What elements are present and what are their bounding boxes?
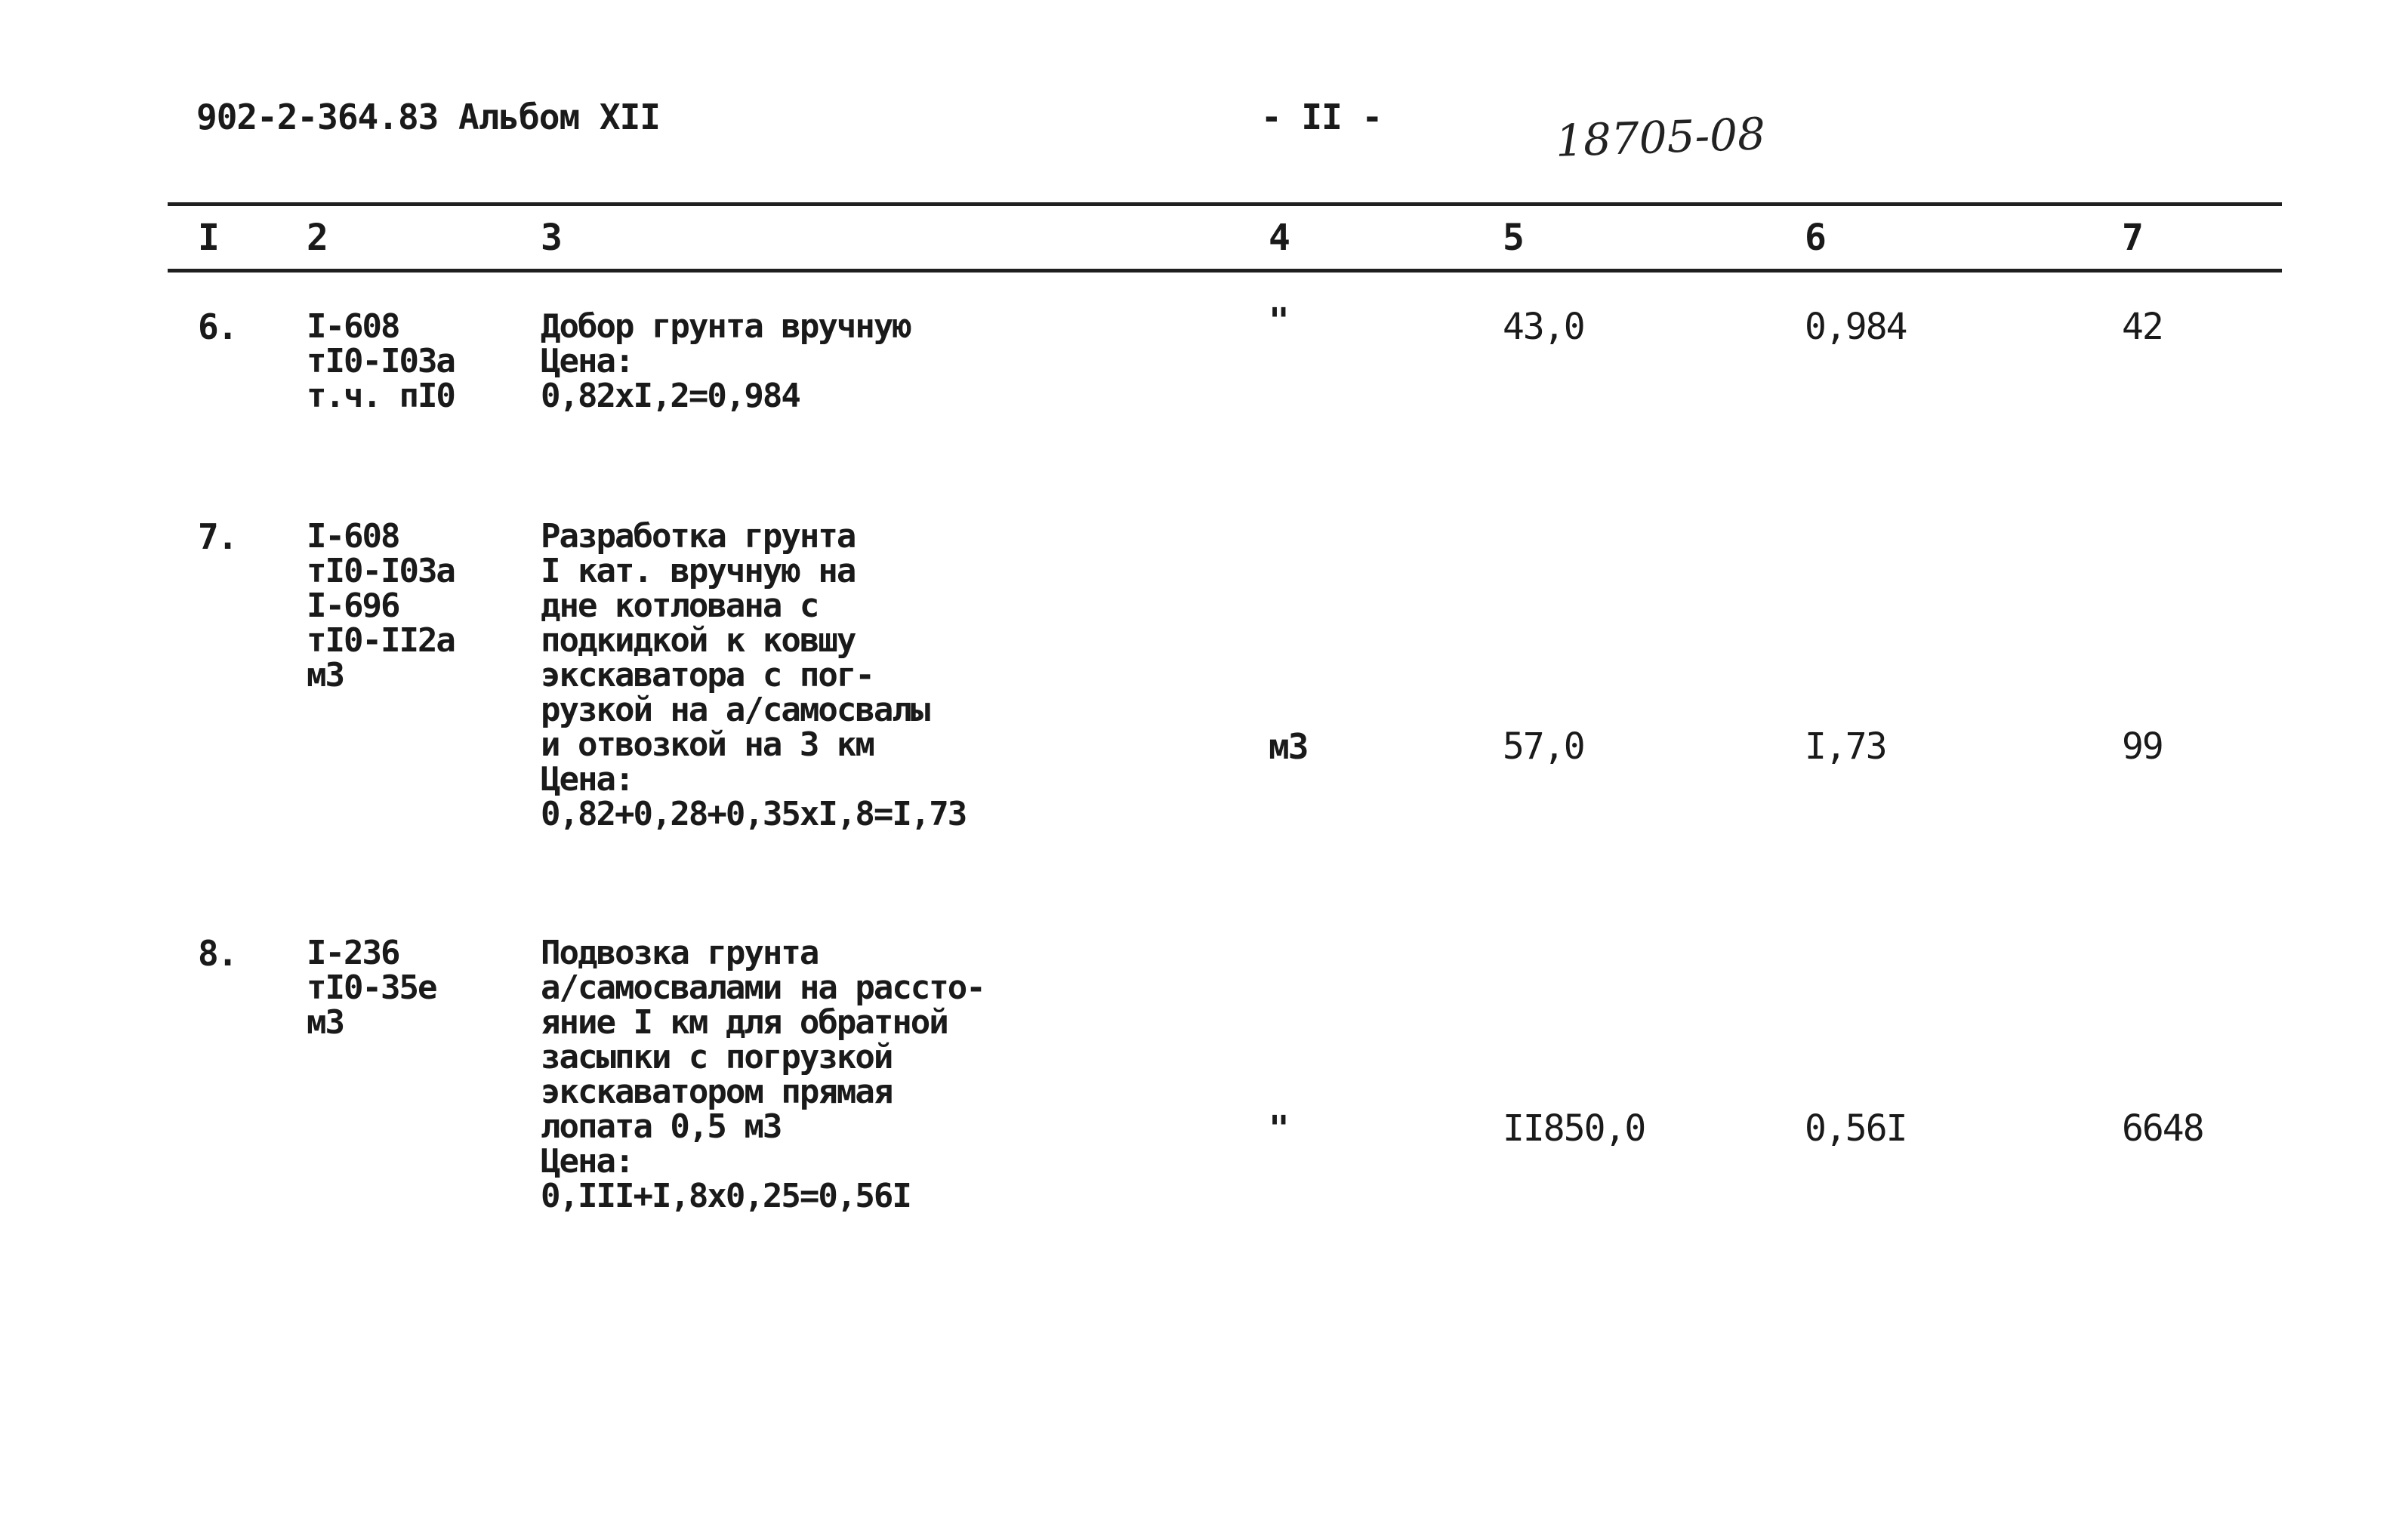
work-description: Разработка грунта I кат. вручную на дне котлована с подкидкой к ковшу экскаватора с пог- рузкой на а/самосвалы и отвозкой на 3 км Цена: 0,82+0,28+0,35хI,8=I,73 [541,517,967,833]
unit-price: 0,984 [1805,306,1907,348]
total-cost: 99 [2122,725,2163,768]
column-number-6: 6 [1805,217,1825,259]
unit-price: 0,56I [1805,1107,1907,1150]
quantity: II850,0 [1503,1107,1645,1150]
unit: " [1269,1108,1288,1149]
row-number: 6. [198,306,237,347]
work-description: Подвозка грунта а/самосвалами на рассто- яние I км для обратной засыпки с погрузкой экскаватором прямая лопата 0,5 м3 Цена: 0,III+I,8х0,25=0,56I [541,934,985,1215]
column-number-7: 7 [2122,217,2142,259]
work-description: Добор грунта вручную Цена: 0,82хI,2=0,984 [541,307,911,415]
unit: м3 [1269,726,1308,767]
page-number: - II - [1261,97,1383,137]
unit: " [1269,300,1288,341]
row-number: 8. [198,933,237,974]
quantity: 43,0 [1503,306,1584,348]
handwritten-stamp: 18705-08 [1554,108,1767,167]
norm-code: I-236 тI0-35е м3 [307,934,436,1042]
norm-code: I-608 тI0-I03а I-696 тI0-II2а м3 [307,517,455,694]
table-top-rule [168,202,2282,206]
column-number-5: 5 [1503,217,1523,259]
column-number-3: 3 [541,217,561,259]
document-reference: 902-2-364.83 Альбом XII [196,97,660,137]
quantity: 57,0 [1503,725,1584,768]
total-cost: 6648 [2122,1107,2203,1150]
row-number: 7. [198,516,237,557]
unit-price: I,73 [1805,725,1886,768]
norm-code: I-608 тI0-I03а т.ч. пI0 [307,307,455,415]
column-number-4: 4 [1269,217,1289,259]
total-cost: 42 [2122,306,2163,348]
table-header-rule [168,269,2282,273]
column-number-1: I [198,217,218,259]
column-number-2: 2 [307,217,327,259]
